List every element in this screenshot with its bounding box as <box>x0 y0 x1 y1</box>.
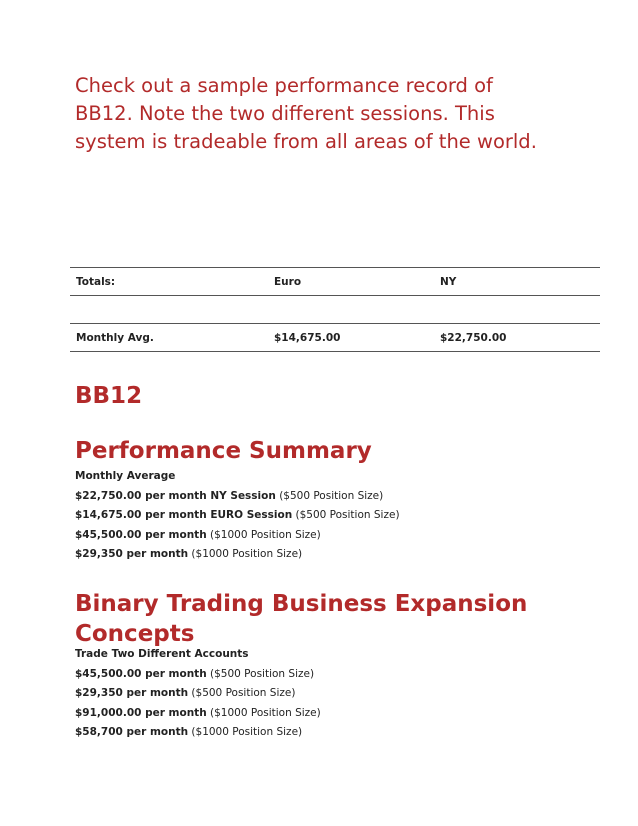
table-cell-label: Monthly Avg. <box>70 324 268 352</box>
table-header-euro: Euro <box>268 268 434 296</box>
table-header-totals: Totals: <box>70 268 268 296</box>
performance-subtitle: Monthly Average <box>75 470 176 482</box>
table-header-ny: NY <box>434 268 600 296</box>
list-item: $22,750.00 per month NY Session ($500 Position Size) <box>75 489 384 502</box>
list-item: $29,350 per month ($1000 Position Size) <box>75 548 303 560</box>
list-item: $58,700 per month ($1000 Position Size) <box>75 726 303 738</box>
table-row-monthly-avg <box>70 324 600 352</box>
list-item: $45,500.00 per month ($1000 Position Size) <box>75 528 321 541</box>
expansion-list <box>75 645 321 743</box>
expansion-subtitle: Trade Two Different Accounts <box>75 648 249 660</box>
list-item: $45,500.00 per month ($500 Position Size) <box>75 667 315 680</box>
performance-summary-heading: Performance Summary <box>75 438 372 464</box>
table-cell-euro: $14,675.00 <box>268 324 434 352</box>
bb12-heading: BB12 <box>75 383 143 409</box>
totals-table <box>70 267 600 352</box>
performance-summary-list <box>75 467 400 565</box>
list-item: $29,350 per month ($500 Position Size) <box>75 687 296 699</box>
list-item: $91,000.00 per month ($1000 Position Size) <box>75 706 321 719</box>
table-empty-row <box>70 296 600 324</box>
table-header-row <box>70 268 600 296</box>
list-item: $14,675.00 per month EURO Session ($500 Position Size) <box>75 509 400 521</box>
expansion-heading: Binary Trading Business Expansion Concepts <box>75 591 528 647</box>
intro-paragraph: Check out a sample performance record of BB12. Note the two different sessions. This system is tradeable from all areas of the world. <box>75 74 537 153</box>
table-cell-ny: $22,750.00 <box>434 324 600 352</box>
